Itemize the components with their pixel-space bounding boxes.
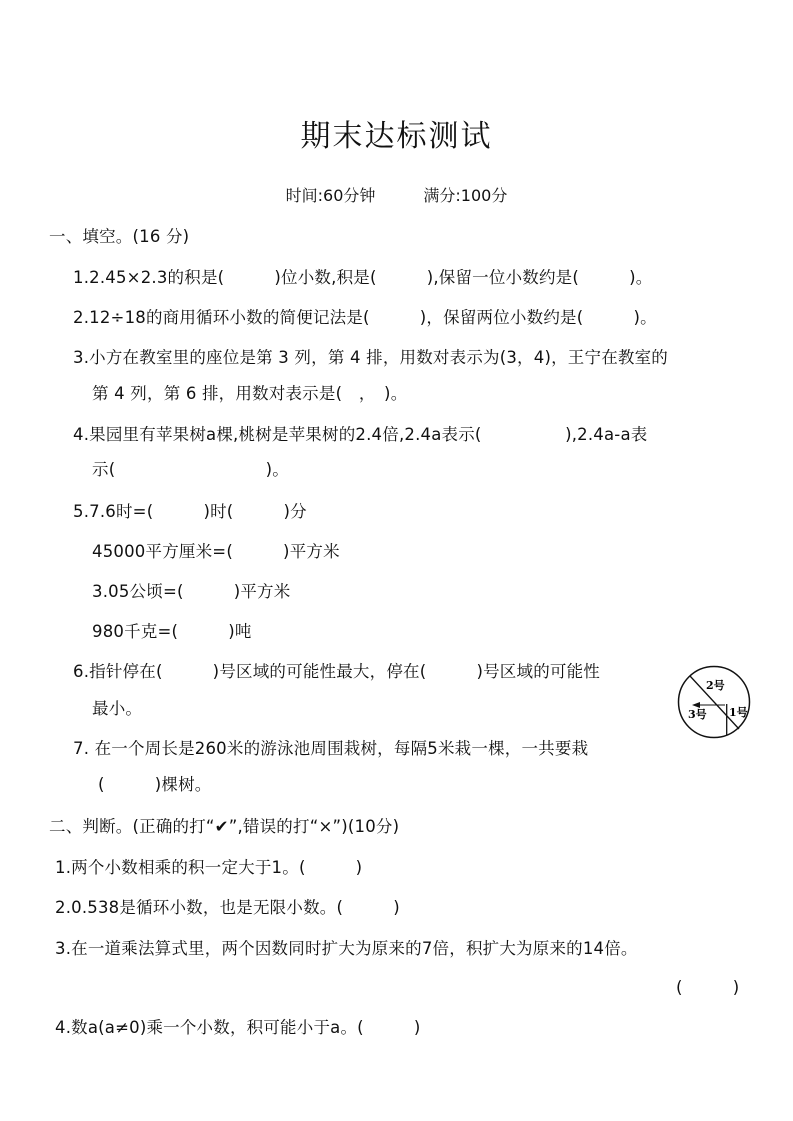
- fill-question-5-line-2: 45000平方厘米=( )平方米: [92, 542, 340, 561]
- fill-question-3-line-1: 3.小方在教室里的座位是第 3 列，第 4 排，用数对表示为(3，4)，王宁在教室的: [73, 348, 668, 367]
- fill-question-5-line-1: 5.7.6时=( )时( )分: [73, 502, 307, 521]
- judge-question-3: 3.在一道乘法算式里，两个因数同时扩大为原来的7倍，积扩大为原来的14倍。: [55, 939, 638, 958]
- full-score: 满分:100分: [423, 186, 508, 205]
- fill-question-1: 1.2.45×2.3的积是( )位小数,积是( ),保留一位小数约是( )。: [73, 268, 653, 287]
- judge-question-3-blank: ( ): [676, 978, 740, 997]
- fill-question-7-line-2: ( )棵树。: [98, 775, 212, 794]
- fill-question-6-line-2: 最小。: [92, 699, 143, 718]
- exam-meta: [0, 185, 793, 207]
- spinner-region-3-label: 3号: [688, 708, 707, 721]
- fill-question-6-line-1: 6.指针停在( )号区域的可能性最大，停在( )号区域的可能性: [73, 662, 600, 681]
- fill-question-3-line-2: 第 4 列，第 6 排，用数对表示是( ， )。: [92, 384, 408, 403]
- fill-question-5-line-4: 980千克=( )吨: [92, 622, 252, 641]
- spinner-diagram: [676, 664, 752, 740]
- judge-question-1: 1.两个小数相乘的积一定大于1。( ): [55, 858, 363, 877]
- fill-question-2: 2.12÷18的商用循环小数的简便记法是( )，保留两位小数约是( )。: [73, 308, 657, 327]
- fill-question-7-line-1: 7. 在一个周长是260米的游泳池周围栽树，每隔5米栽一棵，一共要栽: [73, 739, 589, 758]
- judge-question-4: 4.数a(a≠0)乘一个小数，积可能小于a。( ): [55, 1018, 421, 1037]
- page-title: 期末达标测试: [300, 119, 493, 154]
- time-limit: 时间:60分钟: [285, 186, 376, 205]
- section-2-heading: 二、判断。(正确的打“✔”,错误的打“×”)(10分): [49, 817, 400, 836]
- spinner-region-2-label: 2号: [706, 679, 725, 692]
- fill-question-4-line-2: 示( )。: [92, 460, 289, 479]
- judge-question-2: 2.0.538是循环小数，也是无限小数。( ): [55, 898, 400, 917]
- spinner-region-1-label: 1号: [729, 706, 748, 719]
- section-1-heading: 一、填空。(16 分): [49, 227, 190, 246]
- fill-question-4-line-1: 4.果园里有苹果树a棵,桃树是苹果树的2.4倍,2.4a表示( ),2.4a-a表: [73, 425, 648, 444]
- fill-question-5-line-3: 3.05公顷=( )平方米: [92, 582, 291, 601]
